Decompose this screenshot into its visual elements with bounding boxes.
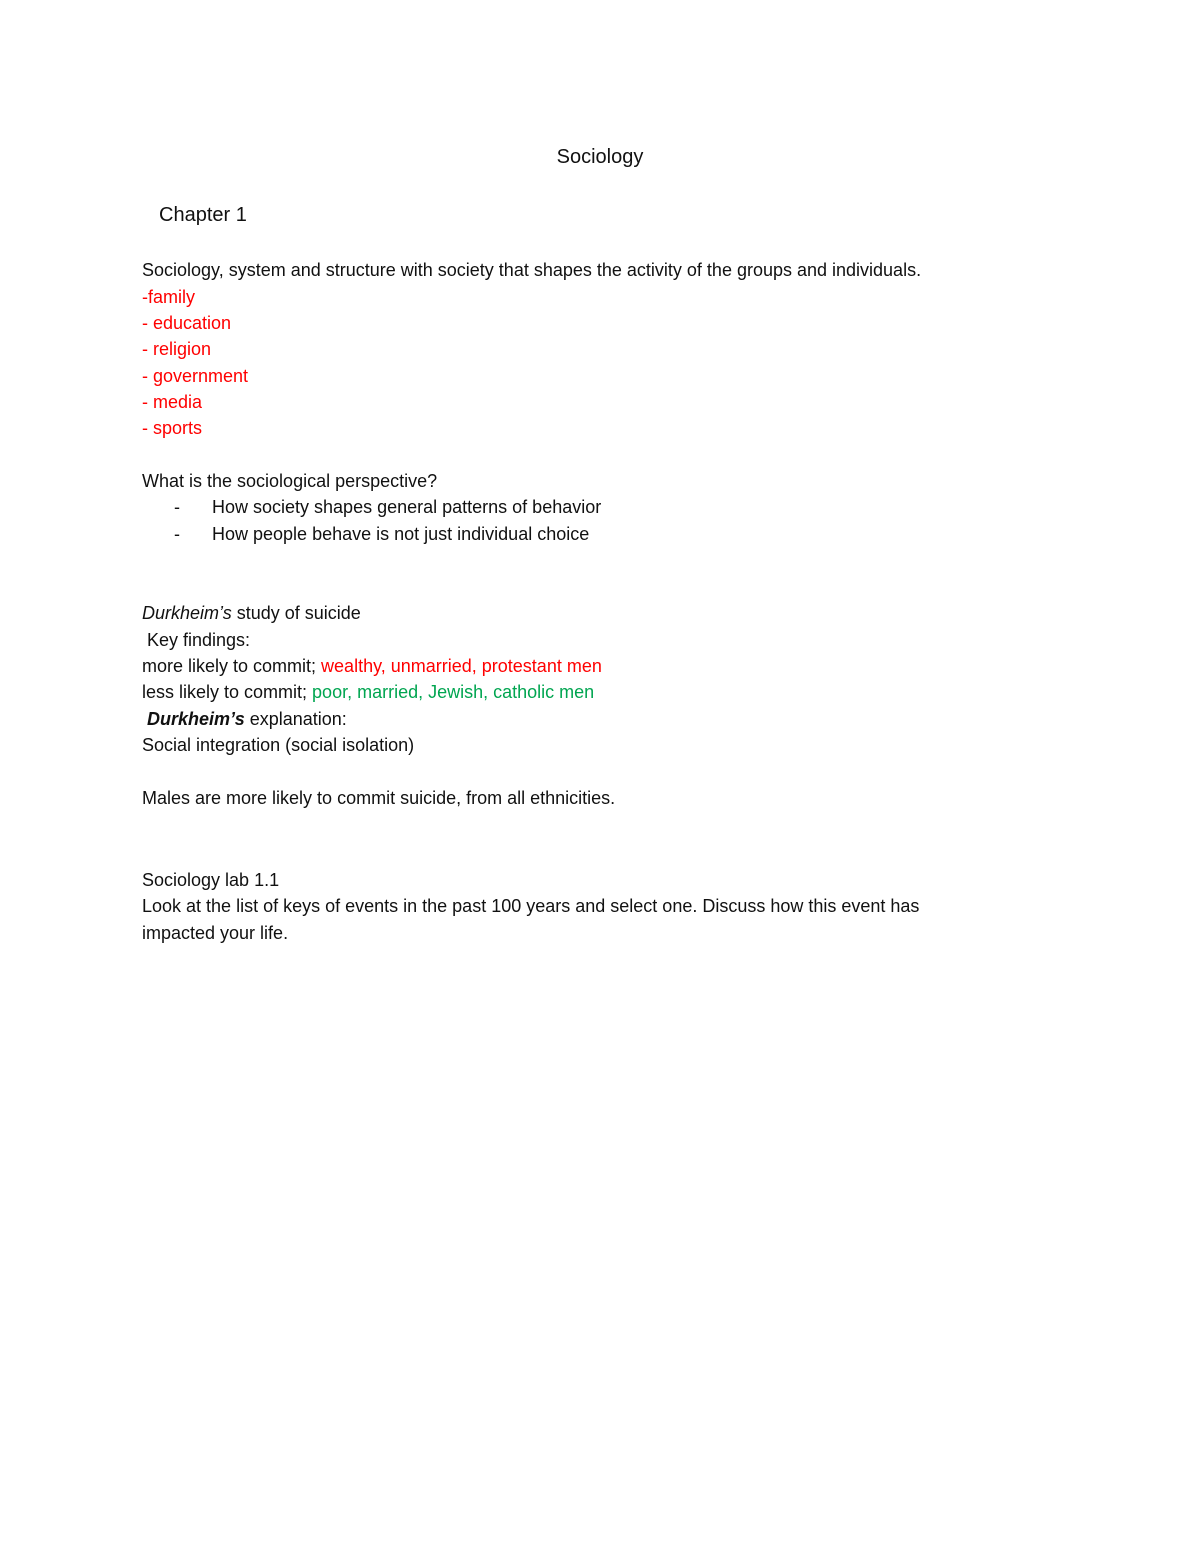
institution-item: -family [142, 287, 195, 307]
institution-item: - education [142, 313, 232, 333]
more-likely-prefix: more likely to commit; [142, 656, 322, 676]
document-title: Sociology [556, 146, 644, 168]
perspective-point [174, 521, 589, 547]
durkheim-explanation-heading [147, 706, 347, 732]
durkheim-name: Durkheim’s [142, 603, 232, 623]
perspective-point [174, 494, 601, 520]
institution-item: - government [142, 366, 249, 386]
more-likely-groups: wealthy, unmarried, protestant men [321, 656, 602, 676]
sociology-definition: Sociology, system and structure with society that shapes the activity of the groups and individuals. [142, 260, 922, 280]
durkheim-study-heading [142, 600, 361, 626]
perspective-point-text: How people behave is not just individual choice [212, 524, 590, 544]
key-findings-label: Key findings: [147, 630, 251, 650]
institution-item: - religion [142, 339, 212, 359]
less-likely-prefix: less likely to commit; [142, 682, 313, 702]
perspective-question: What is the sociological perspective? [142, 471, 438, 491]
chapter-heading: Chapter 1 [159, 204, 247, 226]
institution-item: - media [142, 392, 203, 412]
institution-item: - sports [142, 418, 203, 438]
durkheim-name-bold: Durkheim’s [147, 709, 245, 729]
lab-instructions-line1: Look at the list of keys of events in the past 100 years and select one. Discuss how this event has [142, 896, 920, 916]
perspective-point-text: How society shapes general patterns of behavior [212, 497, 602, 517]
explanation-text: explanation: [244, 709, 347, 729]
less-likely-line [142, 679, 594, 705]
bullet-dash: - [174, 524, 180, 544]
lab-title: Sociology lab 1.1 [142, 870, 280, 890]
lab-instructions-line2: impacted your life. [142, 923, 289, 943]
more-likely-line [142, 653, 602, 679]
study-text: study of suicide [231, 603, 361, 623]
less-likely-groups: poor, married, Jewish, catholic men [312, 682, 595, 702]
males-note: Males are more likely to commit suicide, from all ethnicities. [142, 788, 616, 808]
social-integration: Social integration (social isolation) [142, 735, 415, 755]
bullet-dash: - [174, 497, 180, 517]
